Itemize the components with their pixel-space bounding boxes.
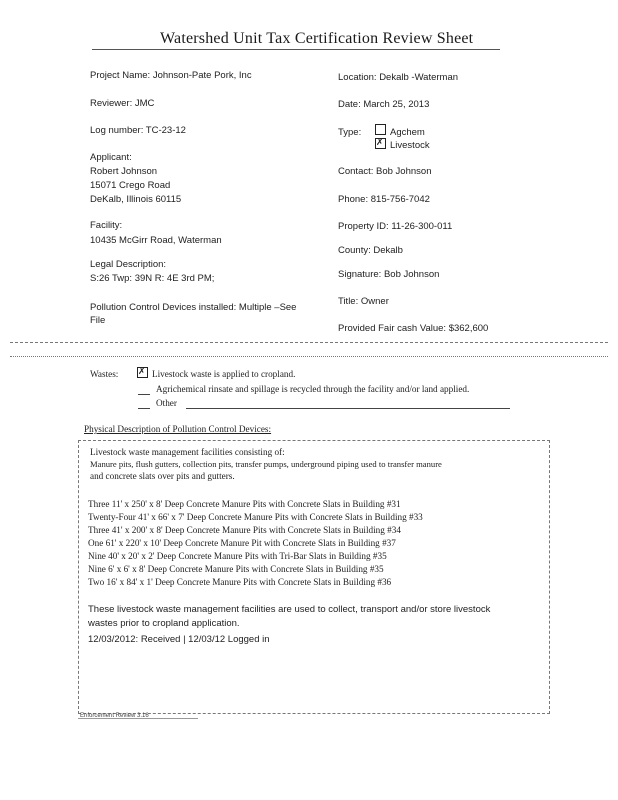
fair-cash-value: Provided Fair cash Value: $362,600: [338, 323, 489, 334]
checkmark-icon: ✗: [376, 137, 384, 147]
property-id: Property ID: 11-26-300-011: [338, 221, 453, 232]
pcd-file: File: [90, 315, 106, 326]
intro-line-2: Manure pits, flush gutters, collection pits, transfer pumps, underground piping used to transfer manure: [90, 459, 442, 469]
legal-description-label: Legal Description:: [90, 259, 167, 270]
title-underline: [92, 49, 500, 50]
purpose-line-2: wastes prior to cropland application.: [88, 618, 240, 629]
footer-note: Enforcement Review 3.16: [80, 713, 149, 719]
intro-line-3: and concrete slats over pits and gutters.: [90, 471, 235, 481]
agchem-checkbox[interactable]: [375, 124, 386, 135]
list-item: Nine 6' x 6' x 8' Deep Concrete Manure Pits with Concrete Slats in Building #35: [88, 564, 384, 574]
section-divider: [10, 342, 608, 343]
legal-description-value: S:26 Twp: 39N R: 4E 3rd PM;: [90, 273, 215, 284]
section-divider: [10, 356, 608, 357]
applicant-street: 15071 Crego Road: [90, 180, 171, 191]
list-item: Twenty-Four 41' x 66' x 7' Deep Concrete Manure Pits with Concrete Slats in Building #33: [88, 512, 423, 522]
physical-description-heading: Physical Description of Pollution Control Devices:: [84, 424, 272, 434]
list-item: Two 16' x 84' x 1' Deep Concrete Manure Pits with Concrete Slats in Building #36: [88, 577, 392, 587]
purpose-line-1: These livestock waste management facilities are used to collect, transport and/or store livestock: [88, 604, 491, 615]
log-number: Log number: TC-23-12: [90, 125, 186, 136]
date: Date: March 25, 2013: [338, 99, 430, 110]
facility-address: 10435 McGirr Road, Waterman: [90, 235, 222, 246]
county: County: Dekalb: [338, 245, 403, 256]
agrichemical-text: Agrichemical rinsate and spillage is recycled through the facility and/or land applied.: [156, 384, 470, 394]
list-item: Three 11' x 250' x 8' Deep Concrete Manure Pits with Concrete Slats in Building #31: [88, 499, 401, 509]
applicant-name: Robert Johnson: [90, 166, 158, 177]
signature: Signature: Bob Johnson: [338, 269, 440, 280]
pcd-installed: Pollution Control Devices installed: Multiple –See: [90, 302, 297, 313]
agchem-label: Agchem: [390, 127, 425, 138]
agrichemical-blank[interactable]: [138, 394, 150, 395]
page-title: Watershed Unit Tax Certification Review Sheet: [160, 30, 474, 47]
livestock-label: Livestock: [390, 140, 430, 151]
applicant-label: Applicant:: [90, 152, 132, 163]
reviewer: Reviewer: JMC: [90, 98, 155, 109]
other-label: Other: [156, 398, 177, 408]
other-input-line[interactable]: [186, 408, 510, 409]
facility-label: Facility:: [90, 220, 123, 231]
project-name: Project Name: Johnson-Pate Pork, Inc: [90, 70, 252, 81]
list-item: Three 41' x 200' x 8' Deep Concrete Manure Pits with Concrete Slats in Building #34: [88, 525, 401, 535]
wastes-label: Wastes:: [90, 369, 119, 379]
phone: Phone: 815-756-7042: [338, 194, 430, 205]
other-blank[interactable]: [138, 408, 150, 409]
livestock-waste-text: Livestock waste is applied to cropland.: [152, 369, 296, 379]
log-entry: 12/03/2012: Received | 12/03/12 Logged in: [88, 634, 270, 645]
list-item: Nine 40' x 20' x 2' Deep Concrete Manure Pits with Tri-Bar Slats in Building #35: [88, 551, 387, 561]
intro-line-1: Livestock waste management facilities consisting of:: [90, 447, 285, 457]
title-field: Title: Owner: [338, 296, 389, 307]
applicant-city: DeKalb, Illinois 60115: [90, 194, 182, 205]
type-label: Type:: [338, 127, 362, 138]
location: Location: Dekalb -Waterman: [338, 72, 459, 83]
contact: Contact: Bob Johnson: [338, 166, 432, 177]
list-item: One 61' x 220' x 10' Deep Concrete Manure Pit with Concrete Slats in Building #37: [88, 538, 396, 548]
checkmark-icon: ✗: [138, 366, 146, 376]
